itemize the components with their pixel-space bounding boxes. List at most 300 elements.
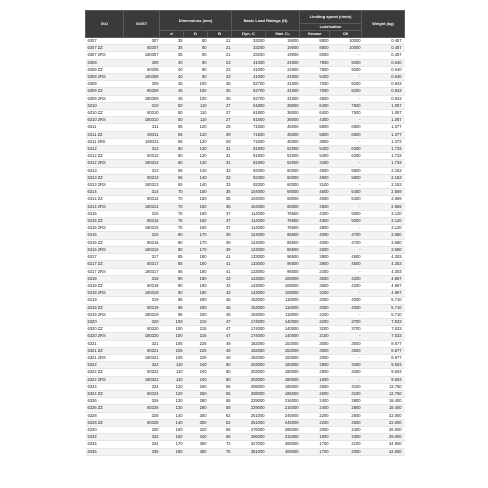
cell-weight: 1.057 [362, 110, 405, 117]
cell-weight: 4.967 [362, 290, 405, 297]
bearing-spec-table [85, 10, 405, 456]
cell-iso: 6326 ZZ [86, 405, 124, 412]
table-row [86, 354, 405, 361]
cell-gost: 80326 [124, 405, 160, 412]
cell-grease: 7000 [300, 88, 330, 95]
cell-dyn-c: 174000 [232, 326, 266, 333]
cell-weight: 1.733 [362, 160, 405, 167]
cell-d: 105 [160, 340, 184, 347]
cell-b: 29 [208, 124, 232, 131]
cell-b: 47 [208, 318, 232, 325]
cell-weight: 18.400 [362, 405, 405, 412]
header-stat-c0: Stat. C₀ [266, 31, 300, 38]
cell-oil: 6300 [330, 153, 362, 160]
cell-gost: 80322 [124, 369, 160, 376]
cell-dyn-c: 251000 [232, 419, 266, 426]
table-row [86, 124, 405, 131]
cell-d: 100 [160, 326, 184, 333]
cell-oil: 5400 [330, 196, 362, 203]
cell-stat-c0: 185000 [266, 390, 300, 397]
cell-d-large: 180 [184, 261, 208, 268]
cell-d-large: 200 [184, 311, 208, 318]
cell-d-large: 240 [184, 362, 208, 369]
cell-d: 140 [160, 419, 184, 426]
cell-grease: 2800 [300, 203, 330, 210]
cell-dyn-c: 174000 [232, 318, 266, 325]
cell-grease: 4600 [300, 196, 330, 203]
table-row [86, 268, 405, 275]
table-row [86, 218, 405, 225]
table-row [86, 74, 405, 81]
cell-grease: 3900 [300, 138, 330, 145]
cell-d-large: 280 [184, 398, 208, 405]
cell-weight: 4.967 [362, 282, 405, 289]
cell-b: 29 [208, 131, 232, 138]
cell-grease: 2100 [300, 333, 330, 340]
cell-oil: - [330, 95, 362, 102]
cell-weight: 0.640 [362, 74, 405, 81]
table-row [86, 182, 405, 189]
cell-weight: 9.503 [362, 362, 405, 369]
table-row [86, 340, 405, 347]
cell-b: 58 [208, 405, 232, 412]
cell-iso: 6322 ZZ [86, 369, 124, 376]
cell-weight: 2.569 [362, 203, 405, 210]
cell-gost: 80316 [124, 239, 160, 246]
cell-weight: 7.533 [362, 326, 405, 333]
cell-stat-c0: 19000 [266, 45, 300, 52]
cell-stat-c0: 76500 [266, 218, 300, 225]
cell-d-large: 260 [184, 383, 208, 390]
cell-dyn-c: 81900 [232, 146, 266, 153]
cell-b: 49 [208, 340, 232, 347]
cell-iso: 6326 [86, 398, 124, 405]
cell-grease: 1800 [300, 434, 330, 441]
cell-gost: 313 [124, 167, 160, 174]
cell-iso: 6317 ZZ [86, 261, 124, 268]
cell-iso: 6317 [86, 254, 124, 261]
cell-weight: 9.503 [362, 376, 405, 383]
cell-gost: 180308 [124, 74, 160, 81]
cell-weight: 12.750 [362, 383, 405, 390]
cell-dyn-c: 327000 [232, 441, 266, 448]
cell-iso: 6312 [86, 146, 124, 153]
cell-stat-c0: 405000 [266, 448, 300, 455]
cell-gost: 336 [124, 448, 160, 455]
cell-iso: 6320 2RS [86, 333, 124, 340]
cell-b: 41 [208, 254, 232, 261]
cell-gost: 80317 [124, 261, 160, 268]
cell-dyn-c: 153000 [232, 297, 266, 304]
cell-dyn-c: 182000 [232, 347, 266, 354]
cell-b: 33 [208, 174, 232, 181]
cell-gost: 324 [124, 383, 160, 390]
cell-iso: 6316 2RS [86, 246, 124, 253]
cell-weight: 1.057 [362, 117, 405, 124]
table-row [86, 390, 405, 397]
cell-d-large: 160 [184, 218, 208, 225]
cell-d: 130 [160, 398, 184, 405]
cell-d-large: 215 [184, 333, 208, 340]
cell-gost: 319 [124, 297, 160, 304]
cell-gost: 180316 [124, 246, 160, 253]
cell-grease: 5400 [300, 153, 330, 160]
cell-dyn-c: 182000 [232, 354, 266, 361]
cell-d: 105 [160, 347, 184, 354]
table-row [86, 81, 405, 88]
cell-d-large: 80 [184, 38, 208, 45]
cell-gost: 180320 [124, 333, 160, 340]
cell-oil: 3400 [330, 362, 362, 369]
cell-dyn-c: 104000 [232, 196, 266, 203]
cell-grease: 2600 [300, 246, 330, 253]
cell-gost: 80314 [124, 196, 160, 203]
cell-b: 45 [208, 297, 232, 304]
cell-b: 45 [208, 311, 232, 318]
cell-stat-c0: 96500 [266, 261, 300, 268]
cell-d-large: 140 [184, 174, 208, 181]
cell-gost: 80307 [124, 45, 160, 52]
cell-d-large: 110 [184, 117, 208, 124]
cell-d-large: 140 [184, 167, 208, 174]
cell-gost: 80310 [124, 110, 160, 117]
cell-oil: 7500 [330, 102, 362, 109]
cell-weight: 0.640 [362, 66, 405, 73]
cell-oil: - [330, 117, 362, 124]
cell-b: 27 [208, 102, 232, 109]
cell-d-large: 120 [184, 131, 208, 138]
cell-dyn-c: 203000 [232, 362, 266, 369]
cell-d: 90 [160, 290, 184, 297]
cell-oil: 3100 [330, 383, 362, 390]
cell-d: 170 [160, 441, 184, 448]
cell-oil: 4200 [330, 275, 362, 282]
cell-weight: 3.680 [362, 232, 405, 239]
cell-oil: - [330, 203, 362, 210]
cell-b: 25 [208, 81, 232, 88]
cell-dyn-c: 52700 [232, 81, 266, 88]
cell-d-large: 380 [184, 448, 208, 455]
cell-b: 21 [208, 52, 232, 59]
cell-d: 60 [160, 146, 184, 153]
cell-weight: 8.677 [362, 354, 405, 361]
cell-weight: 5.710 [362, 297, 405, 304]
cell-b: 45 [208, 304, 232, 311]
cell-iso: 6313 ZZ [86, 174, 124, 181]
cell-d: 75 [160, 210, 184, 217]
cell-weight: 7.533 [362, 333, 405, 340]
cell-dyn-c: 351000 [232, 448, 266, 455]
cell-d-large: 225 [184, 354, 208, 361]
cell-weight: 3.120 [362, 210, 405, 217]
cell-b: 50 [208, 369, 232, 376]
cell-dyn-c: 71500 [232, 131, 266, 138]
cell-b: 65 [208, 426, 232, 433]
cell-oil: 4700 [330, 232, 362, 239]
cell-d: 60 [160, 160, 184, 167]
header-grease: Grease [300, 31, 330, 38]
cell-gost: 309 [124, 81, 160, 88]
cell-d: 90 [160, 282, 184, 289]
cell-grease: 2200 [300, 290, 330, 297]
cell-oil: 10000 [330, 45, 362, 52]
cell-oil: 2800 [330, 405, 362, 412]
cell-gost: 334 [124, 441, 160, 448]
cell-d-large: 130 [184, 160, 208, 167]
cell-stat-c0: 68000 [266, 196, 300, 203]
cell-d-large: 320 [184, 426, 208, 433]
cell-iso: 6315 2RS [86, 225, 124, 232]
cell-stat-c0: 180000 [266, 369, 300, 376]
cell-d: 40 [160, 59, 184, 66]
table-row [86, 38, 405, 45]
cell-d: 150 [160, 426, 184, 433]
cell-d-large: 360 [184, 441, 208, 448]
cell-d: 120 [160, 383, 184, 390]
cell-d: 40 [160, 74, 184, 81]
cell-iso: 6309 [86, 81, 124, 88]
table-row [86, 261, 405, 268]
header-limiting-speed: Limiting speed (r/min) [300, 11, 362, 24]
table-row [86, 95, 405, 102]
cell-d: 85 [160, 268, 184, 275]
cell-grease: 2400 [300, 268, 330, 275]
table-row [86, 196, 405, 203]
cell-d: 80 [160, 232, 184, 239]
cell-oil: 9200 [330, 66, 362, 73]
cell-dyn-c: 229000 [232, 405, 266, 412]
cell-iso: 6311 ZZ [86, 131, 124, 138]
cell-stat-c0: 285000 [266, 426, 300, 433]
header-iso: ISO [86, 11, 124, 38]
table-row [86, 333, 405, 340]
cell-d: 80 [160, 239, 184, 246]
cell-d: 45 [160, 95, 184, 102]
cell-dyn-c: 296000 [232, 434, 266, 441]
cell-gost: 320 [124, 318, 160, 325]
cell-d: 70 [160, 189, 184, 196]
cell-oil: - [330, 52, 362, 59]
cell-weight: 42.500 [362, 448, 405, 455]
cell-grease: 3400 [300, 160, 330, 167]
cell-stat-c0: 118000 [266, 304, 300, 311]
cell-stat-c0: 96500 [266, 254, 300, 261]
cell-gost: 317 [124, 254, 160, 261]
cell-oil: - [330, 311, 362, 318]
cell-weight: 34.500 [362, 441, 405, 448]
cell-iso: 6318 2RS [86, 290, 124, 297]
cell-dyn-c: 114000 [232, 225, 266, 232]
cell-weight: 3.680 [362, 239, 405, 246]
cell-d: 55 [160, 131, 184, 138]
cell-oil: 5000 [330, 218, 362, 225]
cell-dyn-c: 124000 [232, 232, 266, 239]
table-row [86, 66, 405, 73]
cell-stat-c0: 60000 [266, 167, 300, 174]
cell-b: 62 [208, 412, 232, 419]
cell-oil: - [330, 290, 362, 297]
cell-stat-c0: 45000 [266, 138, 300, 145]
cell-d-large: 140 [184, 182, 208, 189]
cell-stat-c0: 140000 [266, 333, 300, 340]
table-row [86, 131, 405, 138]
cell-weight: 22.000 [362, 412, 405, 419]
cell-stat-c0: 86500 [266, 246, 300, 253]
cell-d: 105 [160, 354, 184, 361]
cell-oil: 3500 [330, 347, 362, 354]
cell-dyn-c: 133000 [232, 268, 266, 275]
cell-iso: 6312 ZZ [86, 153, 124, 160]
cell-dyn-c: 71500 [232, 124, 266, 131]
cell-oil: 7500 [330, 110, 362, 117]
cell-dyn-c: 52700 [232, 95, 266, 102]
cell-d-large: 160 [184, 225, 208, 232]
cell-weight: 18.400 [362, 398, 405, 405]
cell-b: 35 [208, 189, 232, 196]
cell-weight: 22.000 [362, 419, 405, 426]
cell-d: 95 [160, 297, 184, 304]
cell-b: 27 [208, 117, 232, 124]
cell-oil: 3700 [330, 318, 362, 325]
cell-d: 110 [160, 376, 184, 383]
cell-weight: 2.153 [362, 174, 405, 181]
cell-weight: 2.569 [362, 196, 405, 203]
cell-grease: 7800 [300, 59, 330, 66]
cell-d: 85 [160, 261, 184, 268]
cell-gost: 80309 [124, 88, 160, 95]
table-row [86, 110, 405, 117]
cell-stat-c0: 60000 [266, 174, 300, 181]
cell-b: 23 [208, 59, 232, 66]
cell-d-large: 170 [184, 239, 208, 246]
cell-iso: 6314 [86, 189, 124, 196]
cell-weight: 3.120 [362, 218, 405, 225]
cell-d-large: 200 [184, 304, 208, 311]
header-gost: GOST [124, 11, 160, 38]
cell-d: 50 [160, 110, 184, 117]
cell-grease: 2200 [300, 419, 330, 426]
cell-oil: 5400 [330, 189, 362, 196]
cell-iso: 6322 2RS [86, 376, 124, 383]
cell-weight: 8.677 [362, 347, 405, 354]
cell-dyn-c: 143000 [232, 290, 266, 297]
cell-dyn-c: 61800 [232, 117, 266, 124]
table-row [86, 304, 405, 311]
cell-d: 160 [160, 434, 184, 441]
cell-weight: 2.153 [362, 167, 405, 174]
cell-d-large: 180 [184, 268, 208, 275]
cell-stat-c0: 108000 [266, 275, 300, 282]
cell-dyn-c: 251000 [232, 412, 266, 419]
table-row [86, 167, 405, 174]
cell-dyn-c: 143000 [232, 282, 266, 289]
cell-oil: 4700 [330, 239, 362, 246]
cell-dyn-c: 92300 [232, 182, 266, 189]
cell-d: 75 [160, 225, 184, 232]
cell-gost: 80311 [124, 131, 160, 138]
cell-b: 43 [208, 282, 232, 289]
cell-d: 180 [160, 448, 184, 455]
cell-oil: - [330, 225, 362, 232]
cell-weight: 5.710 [362, 304, 405, 311]
cell-iso: 6317 2RS [86, 268, 124, 275]
cell-stat-c0: 19000 [266, 52, 300, 59]
cell-dyn-c: 71500 [232, 138, 266, 145]
table-row [86, 426, 405, 433]
cell-grease: 3000 [300, 347, 330, 354]
cell-dyn-c: 114000 [232, 210, 266, 217]
cell-stat-c0: 96500 [266, 268, 300, 275]
cell-stat-c0: 24000 [266, 66, 300, 73]
cell-weight: 3.680 [362, 246, 405, 253]
cell-iso: 6310 ZZ [86, 110, 124, 117]
cell-oil: 4000 [330, 297, 362, 304]
cell-d: 90 [160, 275, 184, 282]
cell-d-large: 300 [184, 419, 208, 426]
cell-stat-c0: 52000 [266, 160, 300, 167]
cell-grease: 5800 [300, 131, 330, 138]
cell-d-large: 215 [184, 326, 208, 333]
cell-stat-c0: 52000 [266, 153, 300, 160]
cell-iso: 6320 [86, 318, 124, 325]
table-row [86, 138, 405, 145]
cell-d-large: 110 [184, 110, 208, 117]
cell-iso: 6318 ZZ [86, 282, 124, 289]
cell-iso: 6321 2RS [86, 354, 124, 361]
cell-weight: 4.303 [362, 268, 405, 275]
cell-stat-c0: 45000 [266, 131, 300, 138]
cell-gost: 80320 [124, 326, 160, 333]
cell-gost: 180319 [124, 311, 160, 318]
cell-d-large: 225 [184, 347, 208, 354]
cell-d: 35 [160, 45, 184, 52]
cell-b: 43 [208, 290, 232, 297]
cell-dyn-c: 33200 [232, 52, 266, 59]
cell-stat-c0: 68000 [266, 203, 300, 210]
cell-d-large: 215 [184, 318, 208, 325]
cell-gost: 180310 [124, 117, 160, 124]
cell-oil: 4500 [330, 261, 362, 268]
cell-b: 50 [208, 376, 232, 383]
cell-b: 21 [208, 45, 232, 52]
cell-oil: 4500 [330, 254, 362, 261]
cell-iso: 6336 [86, 448, 124, 455]
cell-iso: 6313 2RS [86, 182, 124, 189]
cell-stat-c0: 52000 [266, 146, 300, 153]
cell-oil: - [330, 138, 362, 145]
cell-weight: 0.843 [362, 95, 405, 102]
table-row [86, 419, 405, 426]
cell-b: 27 [208, 110, 232, 117]
cell-d-large: 150 [184, 196, 208, 203]
header-d-small: d [160, 31, 184, 38]
cell-stat-c0: 180000 [266, 362, 300, 369]
cell-gost: 180307 [124, 52, 160, 59]
cell-stat-c0: 45000 [266, 124, 300, 131]
cell-d: 65 [160, 182, 184, 189]
cell-iso: 6319 2RS [86, 311, 124, 318]
cell-d-large: 100 [184, 81, 208, 88]
cell-gost: 80318 [124, 282, 160, 289]
cell-weight: 0.457 [362, 45, 405, 52]
cell-grease: 7000 [300, 81, 330, 88]
cell-d-large: 190 [184, 290, 208, 297]
cell-oil: 6800 [330, 131, 362, 138]
cell-grease: 1700 [300, 441, 330, 448]
cell-b: 25 [208, 95, 232, 102]
cell-d-large: 280 [184, 405, 208, 412]
cell-d-large: 225 [184, 340, 208, 347]
